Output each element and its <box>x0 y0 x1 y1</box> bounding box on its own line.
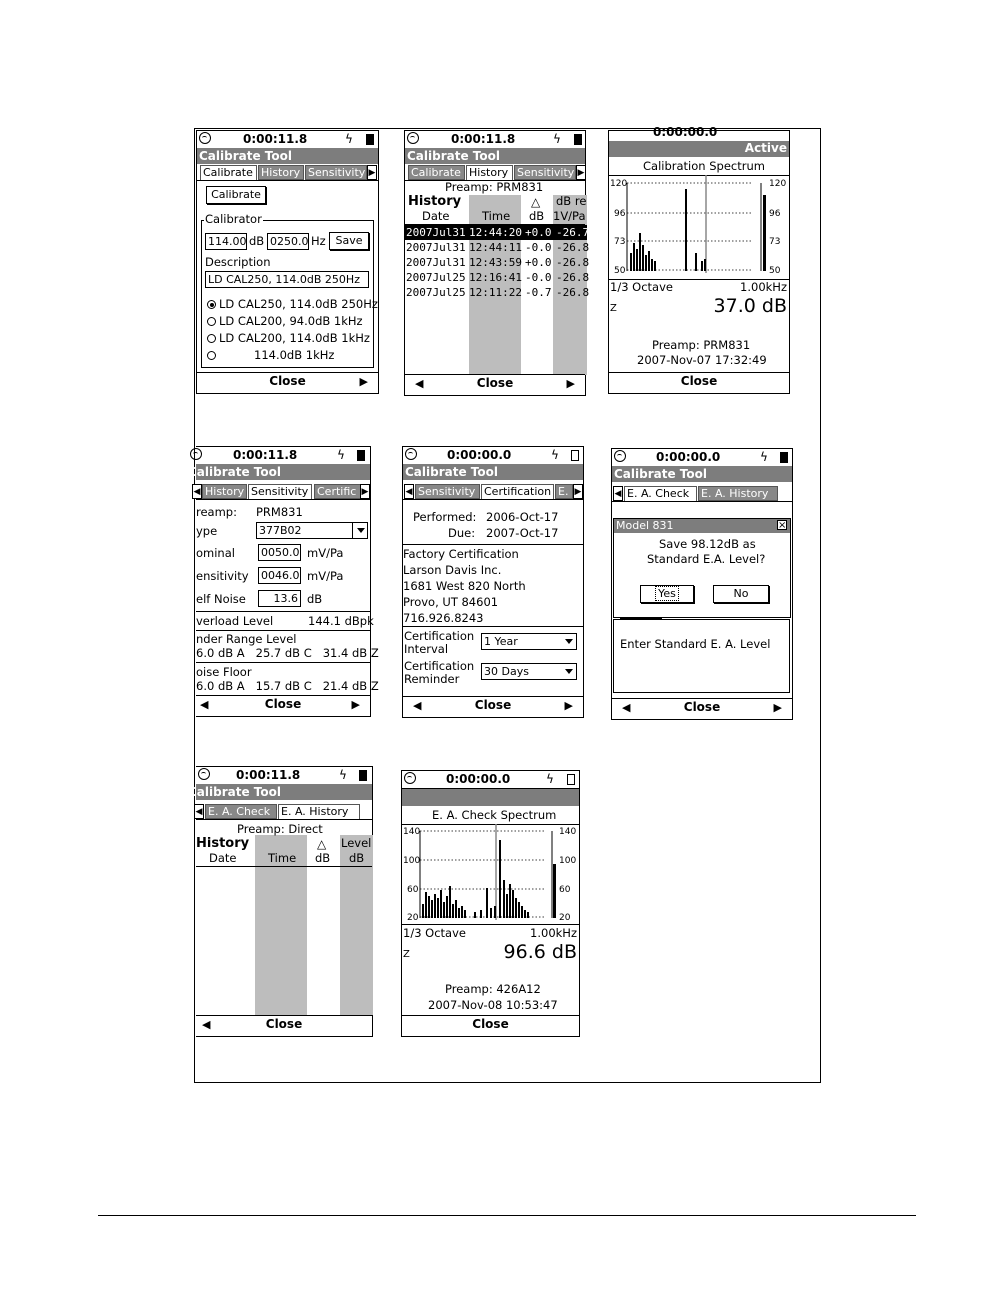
calibrator-group-label: Calibrator <box>205 212 262 226</box>
calibrate-button[interactable]: Calibrate <box>206 186 266 204</box>
dialog-title-bar <box>614 519 790 533</box>
footer-bar <box>197 372 378 393</box>
status-bar <box>403 447 583 465</box>
larson-davis-logo-icon <box>405 448 417 460</box>
title-bar: Calibrate Tool <box>403 464 583 480</box>
address-line: 1681 West 820 North <box>403 579 526 593</box>
yes-label: Yes <box>655 586 679 601</box>
tab-scroll-left-icon[interactable]: ◀ <box>613 486 623 501</box>
close-button[interactable]: Close <box>472 1017 509 1031</box>
close-button[interactable]: Close <box>265 1017 303 1031</box>
divider <box>196 611 370 612</box>
tab-sensitivity[interactable]: Sensitivity <box>415 484 480 499</box>
larson-davis-logo-icon <box>198 768 210 780</box>
sensitivity-label: ensitivity <box>196 569 249 583</box>
footer-bar <box>196 695 370 716</box>
radio-icon <box>207 317 216 326</box>
tab-scroll-left-icon[interactable]: ◀ <box>404 484 414 499</box>
level-input[interactable]: 114.00 <box>205 233 247 250</box>
dialog-message-1: Save 98.12dB as <box>659 537 756 551</box>
ytick-120-right: 120 <box>769 179 787 189</box>
tab-ea[interactable]: E. <box>555 484 573 499</box>
radio-selected-icon <box>207 300 216 309</box>
title-bar: Calibrate Tool <box>405 148 585 164</box>
footer-bar <box>405 374 585 395</box>
tab-strip <box>196 803 372 820</box>
col-db: dB <box>529 209 545 223</box>
footer-bar <box>403 696 583 717</box>
table-row[interactable] <box>405 255 590 270</box>
larson-davis-logo-icon <box>199 132 211 144</box>
clock-readout: 0:00:00.0 <box>653 125 718 139</box>
row-dbre: -26.7 <box>556 226 590 239</box>
row-date: 2007Jul31 <box>406 256 466 269</box>
row-delta: +0.0 <box>525 226 552 239</box>
noise-floor-values: 6.0 dB A 15.7 dB C 21.4 dB Z <box>196 679 379 693</box>
under-range-label: nder Range Level <box>196 632 297 646</box>
tab-sensitivity[interactable]: Sensitivity <box>248 484 312 499</box>
row-dbre: -26.8 <box>556 286 590 299</box>
tab-history[interactable]: History <box>202 484 247 499</box>
spectrum-title: Calibration Spectrum <box>643 159 765 173</box>
ytick-100-left: 100 <box>403 856 421 866</box>
nominal-label: ominal <box>196 546 235 560</box>
row-dbre: -26.8 <box>556 241 590 254</box>
chart-divider <box>402 924 579 925</box>
divider <box>403 544 583 545</box>
lightning-icon: ϟ <box>546 772 554 786</box>
interval-dropdown-value: 1 Year <box>484 635 518 648</box>
frequency-input[interactable]: 0250.0 <box>267 233 309 250</box>
dialog-title: Model 831 <box>616 519 674 532</box>
dialog-message-2: Standard E.A. Level? <box>647 552 766 566</box>
status-bar <box>405 131 585 149</box>
table-row[interactable] <box>405 285 590 300</box>
ytick-73-right: 73 <box>769 237 781 247</box>
dialog-close-icon[interactable]: × <box>778 520 787 531</box>
status-bar <box>197 131 378 149</box>
close-button[interactable]: Close <box>474 698 512 712</box>
preamp-label: Preamp: PRM831 <box>652 338 751 352</box>
screen-ea-check <box>611 448 793 720</box>
tab-calibrate[interactable]: Calibrate <box>200 165 257 180</box>
lightning-icon: ϟ <box>760 450 768 464</box>
lightning-icon: ϟ <box>345 132 353 146</box>
active-bar <box>609 141 789 157</box>
close-button[interactable]: Close <box>269 374 306 388</box>
close-button[interactable]: Close <box>683 700 721 714</box>
ytick-20-left: 20 <box>407 913 419 923</box>
interval-label: Certification <box>404 629 475 643</box>
ytick-100-right: 100 <box>559 856 577 866</box>
ytick-60-right: 60 <box>559 885 571 895</box>
footer-bar <box>609 372 789 393</box>
selfnoise-label: elf Noise <box>196 592 246 606</box>
preamp-label: Preamp: Direct <box>237 822 323 836</box>
title-text: Calibrate Tool <box>188 785 281 799</box>
address-line: Provo, UT 84601 <box>403 595 499 609</box>
clock-readout: 0:00:11.8 <box>451 132 516 146</box>
frequency-readout: 1.00kHz <box>740 280 787 294</box>
history-heading: History <box>408 194 462 209</box>
calibrator-option[interactable] <box>207 348 334 362</box>
nominal-unit: mV/Pa <box>307 546 344 560</box>
col-db: dB <box>315 851 331 865</box>
battery-icon <box>574 134 582 145</box>
col-date: Date <box>422 209 450 223</box>
row-time: 12:44:11 <box>469 241 522 254</box>
calibrator-option[interactable] <box>207 331 370 345</box>
type-dropdown-value: 377B02 <box>259 524 302 537</box>
screen-certification <box>402 446 584 718</box>
right-arrow-icon[interactable]: ▶ <box>773 701 782 714</box>
frequency-unit: Hz <box>311 234 326 248</box>
row-date: 2007Jul25 <box>406 286 466 299</box>
noise-floor-label: oise Floor <box>196 665 252 679</box>
ytick-120-left: 120 <box>610 179 628 189</box>
table-row[interactable] <box>405 225 590 240</box>
tab-certification[interactable]: Certification <box>481 484 554 499</box>
type-label: ype <box>196 524 218 538</box>
calibrator-option[interactable] <box>207 297 378 311</box>
performed-value: 2006-Oct-17 <box>486 510 559 524</box>
tab-ea-history[interactable]: E. A. History <box>278 804 360 819</box>
tab-ea-check[interactable]: E. A. Check <box>205 804 277 819</box>
nominal-input[interactable]: 0050.0 <box>258 544 301 561</box>
clock-readout: 0:00:11.8 <box>236 768 301 782</box>
row-dbre: -26.8 <box>556 271 590 284</box>
clock-readout: 0:00:11.8 <box>233 448 298 462</box>
col-level-db: dB <box>349 851 365 865</box>
tab-strip <box>403 483 583 500</box>
clock-readout: 0:00:11.8 <box>243 132 308 146</box>
right-arrow-icon[interactable]: ▶ <box>359 375 368 388</box>
row-dbre: -26.8 <box>556 256 590 269</box>
tab-scroll-right-icon[interactable]: ▶ <box>367 165 377 180</box>
screen-history <box>404 130 590 396</box>
address-line: 716.926.8243 <box>403 611 484 625</box>
table-row[interactable] <box>405 240 590 255</box>
battery-icon <box>359 770 367 781</box>
octave-label: 1/3 Octave <box>610 280 673 294</box>
datetime-label: 2007-Nov-08 10:53:47 <box>428 998 558 1012</box>
close-button[interactable]: Close <box>476 376 514 390</box>
row-date: 2007Jul31 <box>406 226 466 239</box>
close-button[interactable]: Close <box>264 697 302 711</box>
level-unit: dB <box>249 234 265 248</box>
ytick-96-left: 96 <box>614 209 626 219</box>
title-bar: Calibrate Tool <box>612 466 792 482</box>
sensitivity-input[interactable]: 0046.0 <box>258 567 301 584</box>
status-bar <box>196 767 372 785</box>
chevron-down-icon <box>357 528 365 533</box>
reminder-label: Certification <box>404 659 475 673</box>
row-delta: -0.0 <box>525 241 552 254</box>
clock-readout: 0:00:00.0 <box>446 772 511 786</box>
left-arrow-icon[interactable]: ◀ <box>413 699 422 712</box>
frequency-readout: 1.00kHz <box>530 926 577 940</box>
preamp-label: reamp: <box>196 505 237 519</box>
tab-sensitivity[interactable]: Sensitivity <box>514 165 576 180</box>
preamp-label: Preamp: PRM831 <box>445 180 544 194</box>
right-arrow-icon[interactable]: ▶ <box>564 699 573 712</box>
status-bar <box>196 447 370 465</box>
row-time: 12:44:20 <box>469 226 522 239</box>
calibrator-option-label: LD CAL200, 114.0dB 1kHz <box>219 331 370 345</box>
page-footer-rule <box>98 1215 916 1216</box>
divider <box>196 662 370 663</box>
lightning-icon: ϟ <box>551 448 559 462</box>
tab-scroll-left-icon[interactable]: ◀ <box>194 804 204 819</box>
larson-davis-logo-icon <box>614 450 626 462</box>
divider <box>196 630 370 631</box>
tab-strip <box>405 164 585 181</box>
title-bar: Calibrate Tool <box>197 148 378 164</box>
tab-scroll-right-icon[interactable]: ▶ <box>576 165 586 180</box>
left-arrow-icon[interactable]: ◀ <box>415 377 424 390</box>
battery-icon <box>366 134 374 145</box>
tab-history[interactable]: History <box>258 165 304 180</box>
spectrum-title: E. A. Check Spectrum <box>432 808 557 822</box>
row-time: 12:11:22 <box>469 286 522 299</box>
performed-label: Performed: <box>413 510 477 524</box>
tab-ea-check[interactable]: E. A. Check <box>624 486 697 501</box>
row-delta: -0.7 <box>525 286 552 299</box>
larson-davis-logo-icon <box>404 772 416 784</box>
screen-sensitivity <box>188 446 379 717</box>
lightning-icon: ϟ <box>337 448 345 462</box>
footer-bar <box>612 698 792 719</box>
header-divider <box>196 866 372 867</box>
due-value: 2007-Oct-17 <box>486 526 559 540</box>
right-arrow-icon[interactable]: ▶ <box>566 377 575 390</box>
col-time: Time <box>268 851 297 865</box>
larson-davis-logo-icon <box>407 132 419 144</box>
title-bar <box>188 464 370 480</box>
col-dbre: dB re <box>556 194 587 208</box>
calibrator-option[interactable] <box>207 314 363 328</box>
tab-strip <box>197 164 378 181</box>
tab-ea-history[interactable]: E. A. History <box>698 486 778 501</box>
divider <box>403 626 583 627</box>
no-button[interactable]: No <box>713 585 769 603</box>
weighting-label: Z <box>403 949 410 960</box>
reminder-dropdown-value: 30 Days <box>484 665 529 678</box>
calibrator-option-label: LD CAL200, 94.0dB 1kHz <box>219 314 363 328</box>
overload-value: 144.1 dBpk <box>308 614 374 628</box>
screen-calibration-spectrum <box>608 125 790 394</box>
ytick-50-right: 50 <box>769 266 781 276</box>
entry-panel <box>613 619 790 693</box>
left-arrow-icon[interactable]: ◀ <box>622 701 631 714</box>
row-date: 2007Jul31 <box>406 241 466 254</box>
overload-label: verload Level <box>196 614 274 628</box>
save-button[interactable]: Save <box>329 232 369 250</box>
larson-davis-logo-icon <box>190 448 202 460</box>
level-readout: 96.6 dB <box>503 941 577 963</box>
tab-strip <box>612 485 792 502</box>
selfnoise-unit: dB <box>307 592 323 606</box>
screen-calibrate <box>196 130 379 394</box>
battery-icon <box>567 774 575 785</box>
reminder-label-2: Reminder <box>404 672 460 686</box>
title-text: Calibrate Tool <box>188 465 281 479</box>
status-bar <box>612 449 792 467</box>
row-delta: +0.0 <box>525 256 552 269</box>
description-label: Description <box>205 255 271 269</box>
battery-icon <box>571 450 579 461</box>
blank-title-bar <box>402 789 579 806</box>
chevron-down-icon <box>565 669 573 674</box>
enter-level-prompt: Enter Standard E. A. Level <box>620 637 771 651</box>
preamp-label: Preamp: 426A12 <box>445 982 541 996</box>
tab-scroll-left-icon[interactable]: ◀ <box>192 484 202 499</box>
left-arrow-icon[interactable]: ◀ <box>200 698 209 711</box>
interval-label-2: Interval <box>404 642 449 656</box>
radio-icon <box>207 351 216 360</box>
radio-icon <box>207 334 216 343</box>
lightning-icon: ϟ <box>553 132 561 146</box>
due-label: Due: <box>448 526 476 540</box>
tab-scroll-right-icon[interactable]: ▶ <box>573 484 583 499</box>
col-dbre-unit: 1V/Pa <box>553 209 586 223</box>
octave-label: 1/3 Octave <box>403 926 466 940</box>
interval-dropdown[interactable] <box>481 633 577 650</box>
clock-readout: 0:00:00.0 <box>447 448 512 462</box>
row-time: 12:16:41 <box>469 271 522 284</box>
col-date: Date <box>209 851 237 865</box>
address-line: Larson Davis Inc. <box>403 563 502 577</box>
active-status: Active <box>744 141 787 155</box>
footer-bar <box>196 1015 372 1036</box>
reminder-dropdown[interactable] <box>481 663 577 680</box>
description-input[interactable]: LD CAL250, 114.0dB 250Hz <box>205 271 369 288</box>
ytick-50-left: 50 <box>614 266 626 276</box>
confirm-dialog <box>613 518 791 618</box>
ytick-140-right: 140 <box>559 827 577 837</box>
clock-readout: 0:00:00.0 <box>656 450 721 464</box>
selfnoise-input[interactable]: 13.6 <box>258 590 301 607</box>
title-bar <box>188 784 372 800</box>
footer-bar <box>402 1015 579 1036</box>
preamp-value: PRM831 <box>256 505 303 519</box>
tab-scroll-right-icon[interactable]: ▶ <box>360 484 370 499</box>
battery-icon <box>780 452 788 463</box>
address-line: Factory Certification <box>403 547 519 561</box>
history-heading: History <box>196 836 250 851</box>
row-date: 2007Jul25 <box>406 271 466 284</box>
tab-history[interactable]: History <box>466 165 513 180</box>
screen-ea-history <box>188 766 373 1037</box>
col-level: Level <box>341 836 372 850</box>
calibration-spectrum-chart <box>609 175 791 279</box>
row-time: 12:43:59 <box>469 256 522 269</box>
ytick-96-right: 96 <box>769 209 781 219</box>
level-readout: 37.0 dB <box>713 295 787 317</box>
ytick-140-left: 140 <box>403 827 421 837</box>
lightning-icon: ϟ <box>339 768 347 782</box>
left-arrow-icon[interactable]: ◀ <box>202 1018 211 1031</box>
col-delta: △ <box>531 195 541 209</box>
dropdown-button[interactable] <box>352 523 367 538</box>
tab-strip <box>193 483 370 500</box>
battery-icon <box>357 450 365 461</box>
tab-sensitivity[interactable]: Sensitivity <box>305 165 367 180</box>
weighting-label: Z <box>610 303 617 314</box>
tab-calibrate[interactable]: Calibrate <box>408 165 465 180</box>
ytick-20-right: 20 <box>559 913 571 923</box>
type-dropdown[interactable] <box>256 522 368 539</box>
col-time: Time <box>482 209 511 223</box>
screen-ea-check-spectrum <box>401 770 580 1037</box>
tab-certification[interactable]: Certific <box>314 484 361 499</box>
chevron-down-icon <box>565 639 573 644</box>
ytick-73-left: 73 <box>614 237 626 247</box>
yes-button[interactable] <box>640 585 694 603</box>
calibrator-option-label: 114.0dB 1kHz <box>254 348 335 362</box>
under-range-values: 6.0 dB A 25.7 dB C 31.4 dB Z <box>196 646 379 660</box>
ea-check-spectrum-chart <box>402 824 581 924</box>
datetime-label: 2007-Nov-07 17:32:49 <box>637 353 767 367</box>
close-button[interactable]: Close <box>680 374 718 388</box>
right-arrow-icon[interactable]: ▶ <box>351 698 360 711</box>
sensitivity-unit: mV/Pa <box>307 569 344 583</box>
calibrator-option-label: LD CAL250, 114.0dB 250Hz <box>219 297 378 311</box>
status-bar <box>402 771 579 789</box>
table-row[interactable] <box>405 270 590 285</box>
row-delta: -0.0 <box>525 271 552 284</box>
ytick-60-left: 60 <box>407 885 419 895</box>
col-delta: △ <box>317 837 327 851</box>
